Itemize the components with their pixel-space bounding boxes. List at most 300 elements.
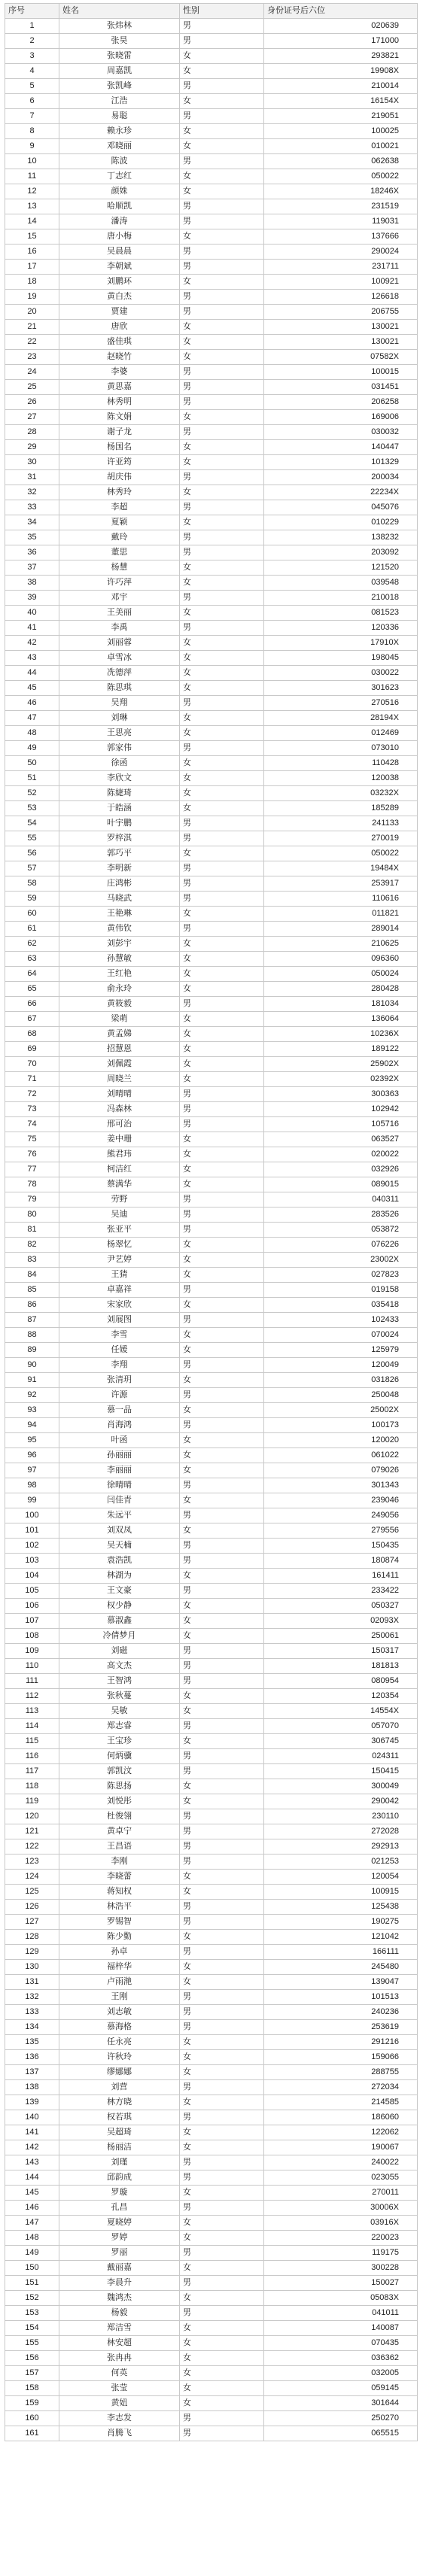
cell-gender: 男 bbox=[180, 2020, 264, 2035]
cell-name: 刘双凤 bbox=[59, 1523, 180, 1539]
cell-index: 151 bbox=[5, 2276, 59, 2291]
cell-gender: 女 bbox=[180, 937, 264, 952]
cell-name: 李晓蕾 bbox=[59, 1870, 180, 1885]
cell-index: 130 bbox=[5, 1960, 59, 1975]
table-row bbox=[5, 1915, 418, 1930]
cell-index: 102 bbox=[5, 1539, 59, 1554]
table-row bbox=[5, 2396, 418, 2411]
table-row bbox=[5, 1358, 418, 1373]
cell-gender: 女 bbox=[180, 440, 264, 455]
table-row bbox=[5, 1343, 418, 1358]
cell-id-suffix: 010021 bbox=[264, 139, 418, 154]
cell-id-suffix: 210018 bbox=[264, 591, 418, 606]
cell-id-suffix: 23002X bbox=[264, 1253, 418, 1268]
header-row bbox=[5, 4, 418, 19]
cell-id-suffix: 181813 bbox=[264, 1659, 418, 1674]
cell-name: 王艳琳 bbox=[59, 907, 180, 922]
cell-index: 20 bbox=[5, 305, 59, 320]
cell-id-suffix: 012469 bbox=[264, 726, 418, 741]
cell-gender: 女 bbox=[180, 1794, 264, 1809]
cell-gender: 女 bbox=[180, 1569, 264, 1584]
cell-gender: 女 bbox=[180, 184, 264, 199]
cell-name: 杨丽洁 bbox=[59, 2140, 180, 2155]
cell-gender: 女 bbox=[180, 1268, 264, 1283]
cell-index: 139 bbox=[5, 2095, 59, 2110]
cell-index: 119 bbox=[5, 1794, 59, 1809]
cell-name: 刘琳 bbox=[59, 711, 180, 726]
cell-name: 孙慧敏 bbox=[59, 952, 180, 967]
cell-gender: 女 bbox=[180, 636, 264, 651]
cell-id-suffix: 150435 bbox=[264, 1539, 418, 1554]
cell-id-suffix: 293821 bbox=[264, 49, 418, 64]
cell-gender: 男 bbox=[180, 1764, 264, 1779]
cell-gender: 男 bbox=[180, 154, 264, 169]
table-row bbox=[5, 545, 418, 560]
cell-name: 慕海格 bbox=[59, 2020, 180, 2035]
table-row bbox=[5, 1809, 418, 1824]
cell-gender: 男 bbox=[180, 1192, 264, 1208]
cell-name: 张昊 bbox=[59, 34, 180, 49]
cell-id-suffix: 220023 bbox=[264, 2231, 418, 2246]
cell-index: 115 bbox=[5, 1734, 59, 1749]
cell-id-suffix: 122062 bbox=[264, 2125, 418, 2140]
table-row bbox=[5, 1855, 418, 1870]
cell-gender: 男 bbox=[180, 1584, 264, 1599]
table-row bbox=[5, 154, 418, 169]
cell-gender: 女 bbox=[180, 2336, 264, 2351]
cell-gender: 女 bbox=[180, 2366, 264, 2381]
cell-gender: 男 bbox=[180, 2306, 264, 2321]
cell-name: 董思 bbox=[59, 545, 180, 560]
cell-name: 李志发 bbox=[59, 2411, 180, 2426]
cell-name: 姜中珊 bbox=[59, 1132, 180, 1147]
table-row bbox=[5, 1117, 418, 1132]
cell-name: 王智鸿 bbox=[59, 1674, 180, 1689]
cell-gender: 女 bbox=[180, 1162, 264, 1177]
table-row bbox=[5, 455, 418, 470]
cell-id-suffix: 089015 bbox=[264, 1177, 418, 1192]
table-row bbox=[5, 49, 418, 64]
table-row bbox=[5, 1132, 418, 1147]
cell-index: 30 bbox=[5, 455, 59, 470]
cell-index: 156 bbox=[5, 2351, 59, 2366]
cell-index: 65 bbox=[5, 982, 59, 997]
table-row bbox=[5, 651, 418, 666]
cell-index: 36 bbox=[5, 545, 59, 560]
table-body bbox=[5, 19, 418, 2441]
cell-id-suffix: 250061 bbox=[264, 1629, 418, 1644]
cell-gender: 男 bbox=[180, 997, 264, 1012]
table-row bbox=[5, 2065, 418, 2080]
cell-gender: 男 bbox=[180, 2201, 264, 2216]
cell-name: 蔡满华 bbox=[59, 1177, 180, 1192]
table-row bbox=[5, 275, 418, 290]
cell-gender: 女 bbox=[180, 1012, 264, 1027]
cell-id-suffix: 14554X bbox=[264, 1704, 418, 1719]
cell-gender: 男 bbox=[180, 2246, 264, 2261]
cell-id-suffix: 189122 bbox=[264, 1042, 418, 1057]
cell-id-suffix: 120038 bbox=[264, 771, 418, 786]
cell-gender: 女 bbox=[180, 1057, 264, 1072]
cell-id-suffix: 110428 bbox=[264, 756, 418, 771]
table-row bbox=[5, 876, 418, 892]
cell-gender: 女 bbox=[180, 169, 264, 184]
table-row bbox=[5, 2261, 418, 2276]
cell-index: 114 bbox=[5, 1719, 59, 1734]
cell-id-suffix: 121520 bbox=[264, 560, 418, 576]
table-row bbox=[5, 335, 418, 350]
cell-name: 李婆 bbox=[59, 365, 180, 380]
cell-index: 81 bbox=[5, 1223, 59, 1238]
cell-name: 刘彭宇 bbox=[59, 937, 180, 952]
cell-name: 冯森林 bbox=[59, 1102, 180, 1117]
table-row bbox=[5, 560, 418, 576]
table-row bbox=[5, 1373, 418, 1388]
cell-name: 杨翠忆 bbox=[59, 1238, 180, 1253]
cell-index: 158 bbox=[5, 2381, 59, 2396]
cell-gender: 男 bbox=[180, 545, 264, 560]
cell-id-suffix: 270011 bbox=[264, 2186, 418, 2201]
cell-id-suffix: 010229 bbox=[264, 515, 418, 530]
cell-index: 137 bbox=[5, 2065, 59, 2080]
cell-name: 李雪 bbox=[59, 1328, 180, 1343]
cell-index: 37 bbox=[5, 560, 59, 576]
table-row bbox=[5, 1734, 418, 1749]
cell-id-suffix: 076226 bbox=[264, 1238, 418, 1253]
table-row bbox=[5, 2426, 418, 2441]
cell-gender: 女 bbox=[180, 982, 264, 997]
cell-gender: 女 bbox=[180, 320, 264, 335]
cell-gender: 女 bbox=[180, 455, 264, 470]
cell-id-suffix: 270019 bbox=[264, 831, 418, 846]
cell-id-suffix: 150027 bbox=[264, 2276, 418, 2291]
roster-table bbox=[5, 3, 418, 2441]
cell-name: 何炳骥 bbox=[59, 1749, 180, 1764]
table-row bbox=[5, 952, 418, 967]
cell-index: 8 bbox=[5, 124, 59, 139]
cell-gender: 男 bbox=[180, 1539, 264, 1554]
cell-name: 陈思琪 bbox=[59, 681, 180, 696]
table-row bbox=[5, 2291, 418, 2306]
cell-name: 哈顺凯 bbox=[59, 199, 180, 214]
cell-id-suffix: 03916X bbox=[264, 2216, 418, 2231]
cell-index: 21 bbox=[5, 320, 59, 335]
cell-index: 12 bbox=[5, 184, 59, 199]
cell-name: 黄妞 bbox=[59, 2396, 180, 2411]
table-row bbox=[5, 831, 418, 846]
cell-index: 4 bbox=[5, 64, 59, 79]
cell-gender: 男 bbox=[180, 1824, 264, 1839]
cell-index: 74 bbox=[5, 1117, 59, 1132]
cell-gender: 女 bbox=[180, 1328, 264, 1343]
cell-id-suffix: 030032 bbox=[264, 425, 418, 440]
cell-index: 7 bbox=[5, 109, 59, 124]
cell-index: 44 bbox=[5, 666, 59, 681]
cell-index: 150 bbox=[5, 2261, 59, 2276]
cell-index: 97 bbox=[5, 1463, 59, 1478]
cell-id-suffix: 036362 bbox=[264, 2351, 418, 2366]
cell-gender: 男 bbox=[180, 892, 264, 907]
cell-id-suffix: 22234X bbox=[264, 485, 418, 500]
table-row bbox=[5, 2020, 418, 2035]
cell-name: 卢雨滟 bbox=[59, 1975, 180, 1990]
cell-gender: 女 bbox=[180, 666, 264, 681]
table-row bbox=[5, 1508, 418, 1523]
cell-gender: 女 bbox=[180, 560, 264, 576]
cell-name: 张冉冉 bbox=[59, 2351, 180, 2366]
cell-index: 24 bbox=[5, 365, 59, 380]
cell-gender: 女 bbox=[180, 907, 264, 922]
cell-gender: 男 bbox=[180, 1990, 264, 2005]
cell-name: 邓晓丽 bbox=[59, 139, 180, 154]
cell-name: 慕一品 bbox=[59, 1403, 180, 1418]
cell-id-suffix: 230110 bbox=[264, 1809, 418, 1824]
table-row bbox=[5, 1674, 418, 1689]
cell-id-suffix: 061022 bbox=[264, 1448, 418, 1463]
cell-id-suffix: 130021 bbox=[264, 335, 418, 350]
cell-name: 唐小梅 bbox=[59, 229, 180, 245]
cell-index: 161 bbox=[5, 2426, 59, 2441]
cell-index: 148 bbox=[5, 2231, 59, 2246]
cell-name: 劳野 bbox=[59, 1192, 180, 1208]
cell-name: 高文杰 bbox=[59, 1659, 180, 1674]
cell-id-suffix: 10236X bbox=[264, 1027, 418, 1042]
cell-name: 马晓武 bbox=[59, 892, 180, 907]
cell-index: 40 bbox=[5, 606, 59, 621]
cell-index: 117 bbox=[5, 1764, 59, 1779]
cell-index: 54 bbox=[5, 816, 59, 831]
table-row bbox=[5, 1478, 418, 1493]
cell-id-suffix: 03232X bbox=[264, 786, 418, 801]
cell-id-suffix: 137666 bbox=[264, 229, 418, 245]
table-row bbox=[5, 440, 418, 455]
cell-index: 58 bbox=[5, 876, 59, 892]
cell-index: 94 bbox=[5, 1418, 59, 1433]
table-row bbox=[5, 1268, 418, 1283]
table-row bbox=[5, 1960, 418, 1975]
cell-index: 27 bbox=[5, 410, 59, 425]
table-row bbox=[5, 1644, 418, 1659]
cell-name: 袁浩凯 bbox=[59, 1554, 180, 1569]
cell-index: 127 bbox=[5, 1915, 59, 1930]
table-row bbox=[5, 2216, 418, 2231]
cell-id-suffix: 080954 bbox=[264, 1674, 418, 1689]
cell-gender: 女 bbox=[180, 1298, 264, 1313]
cell-name: 江浩 bbox=[59, 94, 180, 109]
table-row bbox=[5, 2186, 418, 2201]
cell-gender: 女 bbox=[180, 515, 264, 530]
cell-index: 98 bbox=[5, 1478, 59, 1493]
table-row bbox=[5, 380, 418, 395]
cell-id-suffix: 206258 bbox=[264, 395, 418, 410]
table-row bbox=[5, 606, 418, 621]
cell-gender: 女 bbox=[180, 2065, 264, 2080]
cell-index: 145 bbox=[5, 2186, 59, 2201]
table-row bbox=[5, 2080, 418, 2095]
cell-name: 王文豪 bbox=[59, 1584, 180, 1599]
cell-name: 陈波 bbox=[59, 154, 180, 169]
table-row bbox=[5, 2155, 418, 2170]
cell-index: 17 bbox=[5, 260, 59, 275]
cell-id-suffix: 290024 bbox=[264, 245, 418, 260]
cell-name: 柯洁红 bbox=[59, 1162, 180, 1177]
cell-id-suffix: 231711 bbox=[264, 260, 418, 275]
cell-id-suffix: 021253 bbox=[264, 1855, 418, 1870]
cell-index: 133 bbox=[5, 2005, 59, 2020]
cell-index: 16 bbox=[5, 245, 59, 260]
cell-id-suffix: 198045 bbox=[264, 651, 418, 666]
cell-gender: 男 bbox=[180, 1283, 264, 1298]
cell-name: 张晓雷 bbox=[59, 49, 180, 64]
cell-gender: 女 bbox=[180, 229, 264, 245]
cell-name: 周嘉凯 bbox=[59, 64, 180, 79]
cell-name: 赖永珍 bbox=[59, 124, 180, 139]
cell-id-suffix: 062638 bbox=[264, 154, 418, 169]
table-row bbox=[5, 2095, 418, 2110]
cell-name: 戴丽嘉 bbox=[59, 2261, 180, 2276]
cell-gender: 女 bbox=[180, 2035, 264, 2050]
table-row bbox=[5, 2050, 418, 2065]
cell-index: 155 bbox=[5, 2336, 59, 2351]
table-row bbox=[5, 34, 418, 49]
cell-name: 张清玥 bbox=[59, 1373, 180, 1388]
cell-gender: 男 bbox=[180, 1915, 264, 1930]
cell-id-suffix: 023055 bbox=[264, 2170, 418, 2186]
cell-name: 邱韵成 bbox=[59, 2170, 180, 2186]
table-row bbox=[5, 139, 418, 154]
cell-id-suffix: 272028 bbox=[264, 1824, 418, 1839]
cell-name: 陈婕琦 bbox=[59, 786, 180, 801]
cell-index: 47 bbox=[5, 711, 59, 726]
table-row bbox=[5, 1945, 418, 1960]
cell-gender: 男 bbox=[180, 1418, 264, 1433]
table-row bbox=[5, 1463, 418, 1478]
cell-id-suffix: 290042 bbox=[264, 1794, 418, 1809]
cell-index: 135 bbox=[5, 2035, 59, 2050]
cell-id-suffix: 120054 bbox=[264, 1870, 418, 1885]
cell-id-suffix: 05083X bbox=[264, 2291, 418, 2306]
cell-index: 28 bbox=[5, 425, 59, 440]
cell-gender: 男 bbox=[180, 1674, 264, 1689]
cell-gender: 男 bbox=[180, 1208, 264, 1223]
cell-index: 159 bbox=[5, 2396, 59, 2411]
cell-id-suffix: 032926 bbox=[264, 1162, 418, 1177]
cell-id-suffix: 011821 bbox=[264, 907, 418, 922]
cell-index: 5 bbox=[5, 79, 59, 94]
table-row bbox=[5, 1885, 418, 1900]
cell-index: 134 bbox=[5, 2020, 59, 2035]
table-row bbox=[5, 907, 418, 922]
cell-id-suffix: 16154X bbox=[264, 94, 418, 109]
cell-id-suffix: 100173 bbox=[264, 1418, 418, 1433]
cell-index: 22 bbox=[5, 335, 59, 350]
cell-name: 刘丽蓉 bbox=[59, 636, 180, 651]
cell-gender: 女 bbox=[180, 1779, 264, 1794]
cell-index: 90 bbox=[5, 1358, 59, 1373]
cell-id-suffix: 139047 bbox=[264, 1975, 418, 1990]
cell-name: 肖腾飞 bbox=[59, 2426, 180, 2441]
cell-index: 138 bbox=[5, 2080, 59, 2095]
cell-index: 46 bbox=[5, 696, 59, 711]
cell-id-suffix: 070435 bbox=[264, 2336, 418, 2351]
table-row bbox=[5, 1839, 418, 1855]
cell-gender: 女 bbox=[180, 1599, 264, 1614]
cell-name: 刘悦彤 bbox=[59, 1794, 180, 1809]
cell-name: 孙卓 bbox=[59, 1945, 180, 1960]
cell-index: 59 bbox=[5, 892, 59, 907]
cell-index: 80 bbox=[5, 1208, 59, 1223]
cell-id-suffix: 140087 bbox=[264, 2321, 418, 2336]
table-row bbox=[5, 681, 418, 696]
cell-id-suffix: 270516 bbox=[264, 696, 418, 711]
cell-name: 罗丽 bbox=[59, 2246, 180, 2261]
cell-index: 93 bbox=[5, 1403, 59, 1418]
table-row bbox=[5, 1523, 418, 1539]
cell-name: 张秋蔓 bbox=[59, 1689, 180, 1704]
cell-name: 赵晓竹 bbox=[59, 350, 180, 365]
cell-gender: 男 bbox=[180, 1087, 264, 1102]
table-row bbox=[5, 425, 418, 440]
cell-name: 李明新 bbox=[59, 861, 180, 876]
cell-index: 85 bbox=[5, 1283, 59, 1298]
header-gender: 性别 bbox=[180, 4, 264, 19]
cell-index: 34 bbox=[5, 515, 59, 530]
cell-id-suffix: 07582X bbox=[264, 350, 418, 365]
table-row bbox=[5, 1147, 418, 1162]
cell-name: 许亚筠 bbox=[59, 455, 180, 470]
cell-name: 刘志敏 bbox=[59, 2005, 180, 2020]
cell-id-suffix: 126618 bbox=[264, 290, 418, 305]
cell-index: 13 bbox=[5, 199, 59, 214]
cell-name: 任媛 bbox=[59, 1343, 180, 1358]
cell-index: 42 bbox=[5, 636, 59, 651]
cell-name: 林秀明 bbox=[59, 395, 180, 410]
table-row bbox=[5, 2336, 418, 2351]
cell-index: 88 bbox=[5, 1328, 59, 1343]
cell-index: 160 bbox=[5, 2411, 59, 2426]
table-row bbox=[5, 1554, 418, 1569]
table-row bbox=[5, 410, 418, 425]
cell-id-suffix: 027823 bbox=[264, 1268, 418, 1283]
cell-index: 121 bbox=[5, 1824, 59, 1839]
cell-name: 盛佳琪 bbox=[59, 335, 180, 350]
cell-index: 132 bbox=[5, 1990, 59, 2005]
cell-index: 104 bbox=[5, 1569, 59, 1584]
cell-id-suffix: 245480 bbox=[264, 1960, 418, 1975]
cell-name: 招慧恩 bbox=[59, 1042, 180, 1057]
cell-id-suffix: 045076 bbox=[264, 500, 418, 515]
table-row bbox=[5, 997, 418, 1012]
cell-gender: 男 bbox=[180, 245, 264, 260]
table-row bbox=[5, 696, 418, 711]
table-row bbox=[5, 1042, 418, 1057]
cell-name: 易聪 bbox=[59, 109, 180, 124]
table-row bbox=[5, 1162, 418, 1177]
cell-gender: 男 bbox=[180, 470, 264, 485]
cell-gender: 男 bbox=[180, 696, 264, 711]
table-row bbox=[5, 1584, 418, 1599]
cell-index: 131 bbox=[5, 1975, 59, 1990]
cell-gender: 男 bbox=[180, 1659, 264, 1674]
table-row bbox=[5, 2201, 418, 2216]
cell-name: 贾建 bbox=[59, 305, 180, 320]
cell-name: 叶宇鹏 bbox=[59, 816, 180, 831]
cell-gender: 男 bbox=[180, 1388, 264, 1403]
cell-name: 冷倩梦月 bbox=[59, 1629, 180, 1644]
table-row bbox=[5, 169, 418, 184]
cell-name: 刘展图 bbox=[59, 1313, 180, 1328]
cell-index: 49 bbox=[5, 741, 59, 756]
